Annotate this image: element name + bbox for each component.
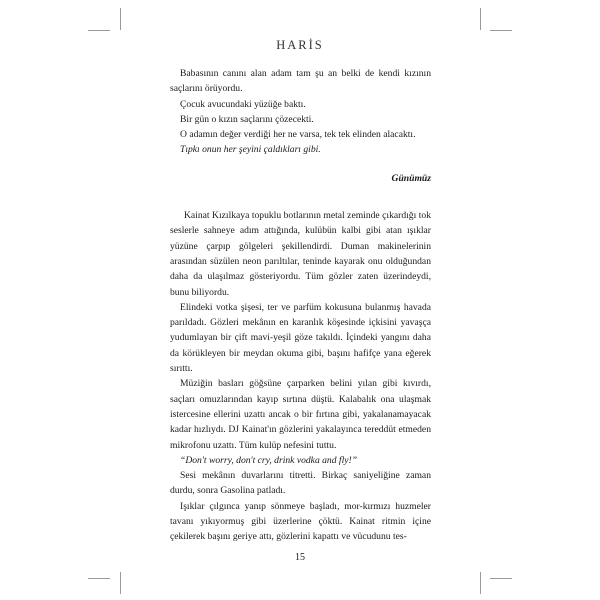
crop-mark: [490, 578, 512, 579]
paragraph: Işıklar çılgınca yanıp sönmeye başladı, mor-kırmızı huzmeler tavanı yıkıyormuş gibi üzerlerine çöktü. Kainat ritmin içine çekilerek başını geriye attı, gözlerini kapattı ve vücudunu tes-: [170, 500, 431, 543]
section-heading: Günümüz: [391, 172, 431, 184]
crop-mark: [120, 8, 121, 30]
running-header: HARİS: [276, 38, 324, 52]
paragraph: Müziğin basları göğsüne çarparken belini yılan gibi kıvırdı, saçları omuzlarından kayıp sırtına düştü. Kalabalık ona ulaşmak istercesine ellerini uzattı ancak o bir fırtına gibi, yakalanamayacak kadar hızlıydı. DJ Kainat'ın gözlerini yakalayınca tereddüt etmeden mikrofonu uzattı. Tüm kulüp nefesini tuttu.: [170, 378, 431, 451]
paragraph: Elindeki votka şişesi, ter ve parfüm kokusuna bulanmış havada parıldadı. Gözleri mekânın en karanlık köşesinde içkisini yavaşça yudumlayan bir çift mavi-yeşil göze takıldı. İçindeki yangını daha da körükleyen bir meydan okuma gibi, başını hafifçe yana eğerek sırıttı.: [170, 301, 431, 375]
crop-mark: [480, 572, 481, 594]
paragraph: Babasının canını alan adam tam şu an belki de kendi kızının saçlarını örüyordu.: [170, 68, 431, 95]
paragraph: O adamın değer verdiği her ne varsa, tek tek elinden alacaktı.: [180, 129, 416, 141]
paragraph: Çocuk avucundaki yüzüğe baktı.: [180, 98, 306, 110]
quote-paragraph: “Don't worry, don't cry, drink vodka and fly!”: [180, 454, 358, 466]
page-number: 15: [295, 552, 305, 563]
paragraph: Tıpkı onun her şeyini çaldıkları gibi.: [180, 144, 321, 156]
crop-mark: [480, 8, 481, 30]
crop-mark: [88, 30, 110, 31]
crop-mark: [88, 578, 110, 579]
page-body: [170, 66, 431, 545]
paragraph: Bir gün o kızın saçlarını çözecekti.: [180, 113, 314, 125]
paragraph: Kainat Kızılkaya topuklu botlarının metal zeminde çıkardığı tok seslerle sahneye adım attığında, kulübün kalbi gibi atan ışıklar yüzüne çarpıp gölgeleri şekillendirdi. Duman makinelerinin arasından süzülen neon parıltılar, teninde kayarak onu olduğundan daha da ulaşılmaz gösteriyordu. Tüm gözler zaten üzerindeydi, bunu biliyordu.: [170, 210, 431, 298]
paragraph: Sesi mekânın duvarlarını titretti. Birkaç saniyeliğine zaman durdu, sonra Gasolina patladı.: [170, 470, 431, 497]
crop-mark: [490, 30, 512, 31]
crop-mark: [120, 572, 121, 594]
